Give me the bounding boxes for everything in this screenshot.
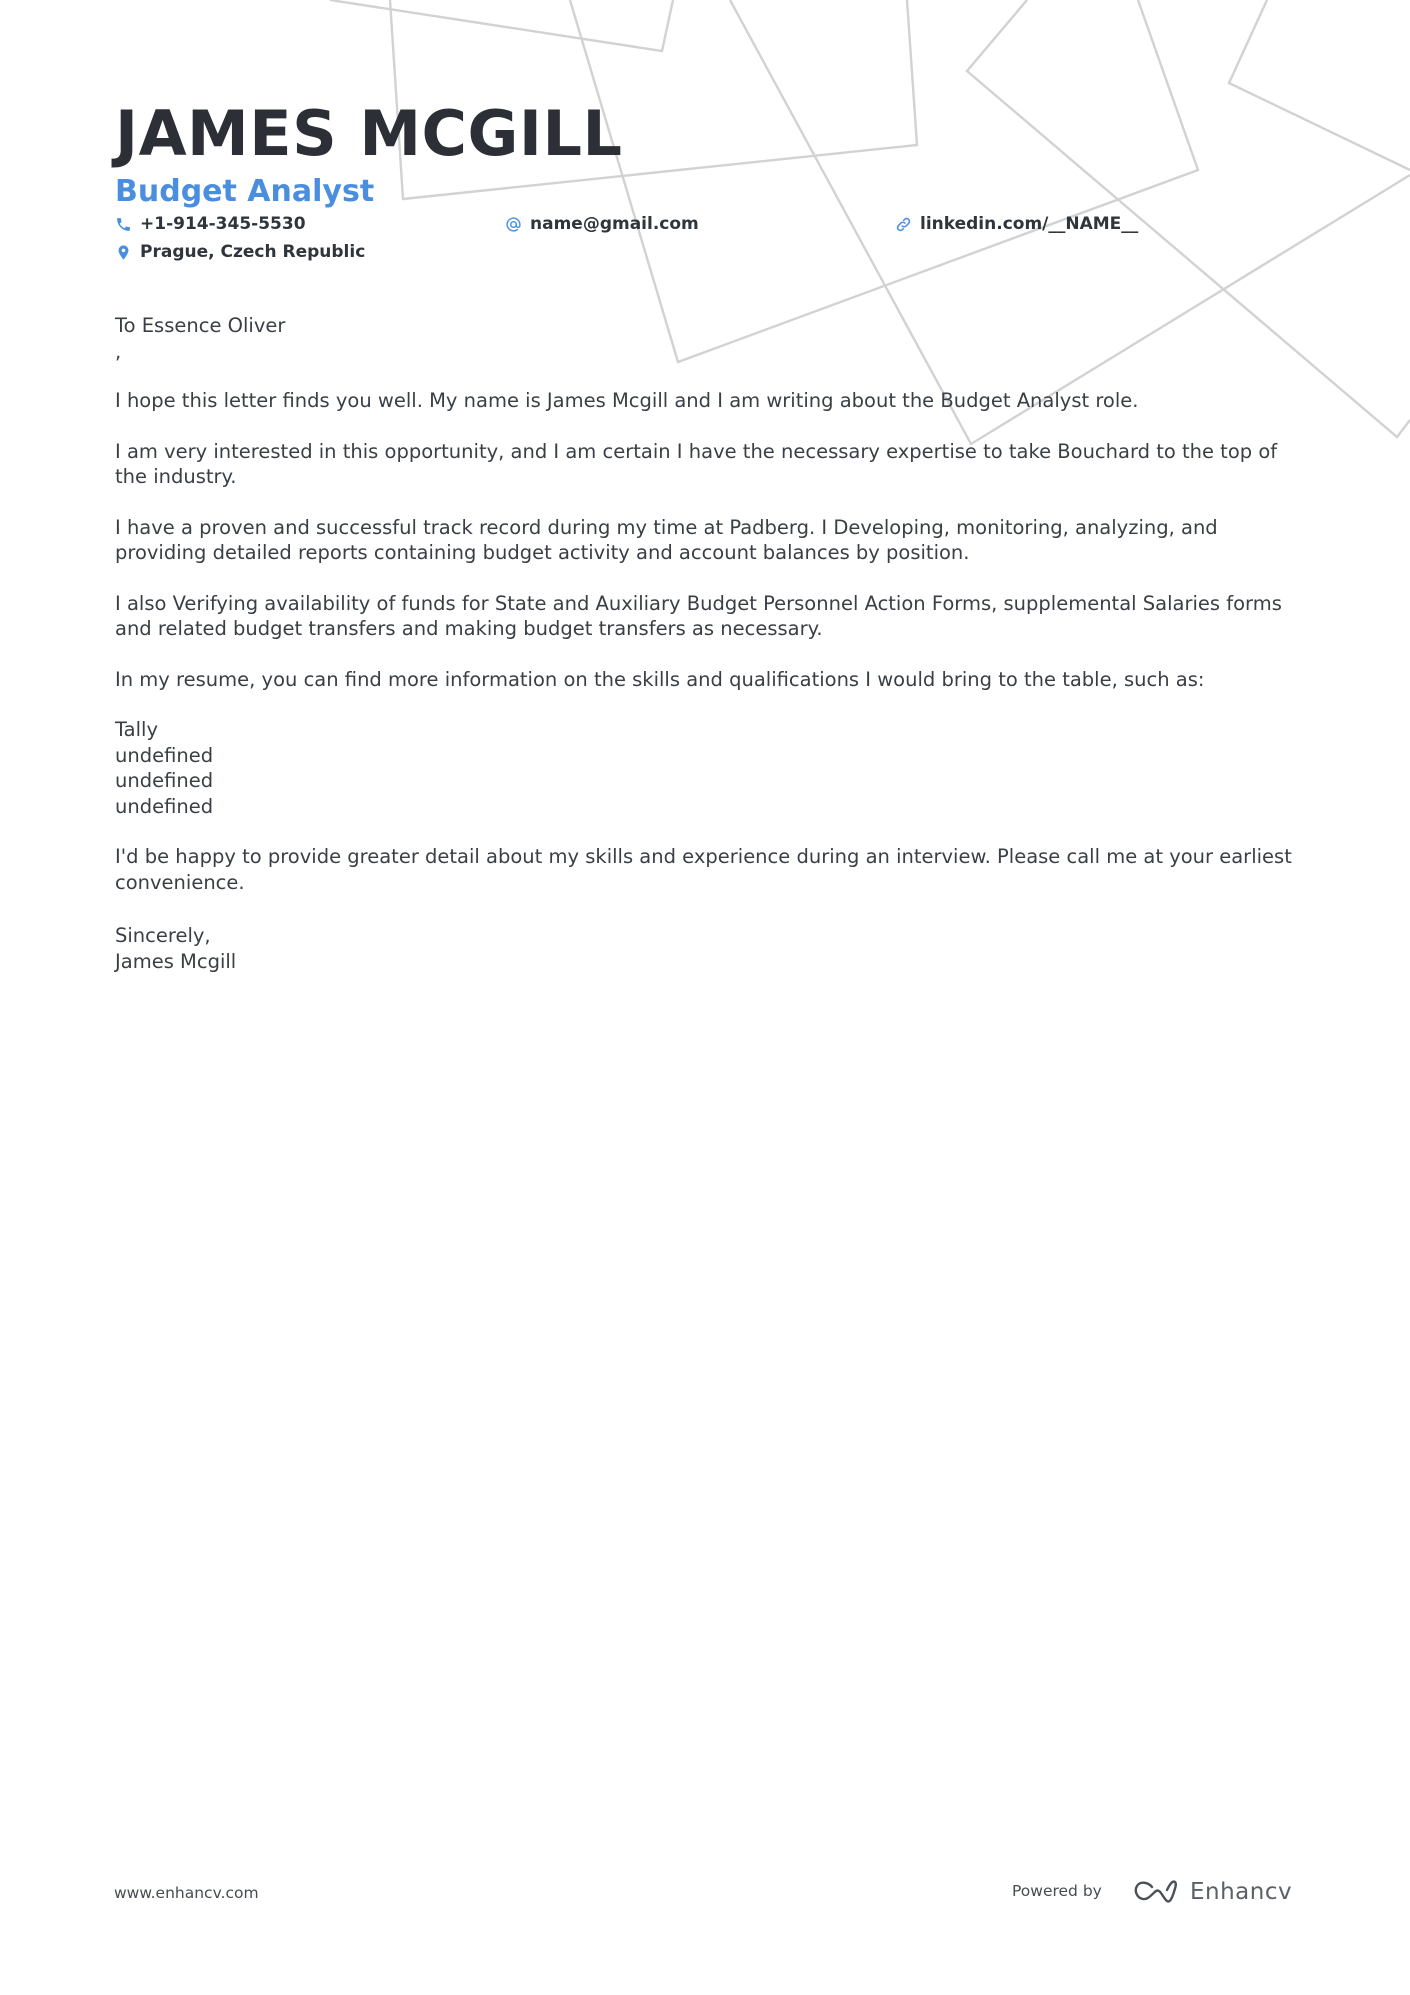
location-value: Prague, Czech Republic	[140, 242, 366, 262]
paragraph-verifying: I also Verifying availability of funds for State and Auxiliary Budget Personnel Action Forms, supplemental Salaries forms and related budget transfers and making budget transfers as necessary.	[115, 591, 1282, 640]
letter-body	[115, 313, 1305, 974]
link-icon	[895, 216, 912, 233]
contact-info	[115, 214, 1315, 274]
header	[115, 92, 1315, 212]
sign-off: Sincerely,	[115, 924, 211, 947]
footer-website-link[interactable]: www.enhancv.com	[114, 1884, 259, 1902]
paragraph-closing: I'd be happy to provide greater detail about my skills and experience during an interview. Please call me at your earliest convenience.	[115, 845, 1292, 894]
contact-location	[115, 242, 365, 262]
skill-item: undefined	[115, 769, 214, 792]
enhancv-brand[interactable]	[1132, 1878, 1292, 1906]
skill-item: undefined	[115, 794, 214, 818]
phone-value: +1-914-345-5530	[140, 214, 306, 234]
paragraph-interest: I am very interested in this opportunity, and I am certain I have the necessary expertise to take Bouchard to the top of the industry.	[115, 439, 1278, 488]
signature: James Mcgill	[115, 949, 237, 973]
location-pin-icon	[115, 244, 132, 261]
at-icon	[505, 216, 522, 233]
recipient-line: To Essence Oliver	[115, 314, 286, 337]
phone-icon	[115, 216, 132, 233]
powered-by-label: Powered by	[1012, 1882, 1102, 1900]
contact-linkedin[interactable]	[895, 214, 1138, 234]
contact-email[interactable]	[505, 214, 699, 234]
job-title: Budget Analyst	[115, 174, 375, 209]
skill-item: undefined	[115, 743, 214, 767]
enhancv-logo-icon	[1132, 1878, 1180, 1906]
skill-item: Tally	[115, 718, 159, 741]
brand-name: Enhancv	[1190, 1879, 1293, 1905]
skills-list	[115, 717, 1305, 819]
paragraph-intro: I hope this letter finds you well. My name is James Mcgill and I am writing about the Budget Analyst role.	[115, 389, 1139, 412]
paragraph-track-record: I have a proven and successful track record during my time at Padberg. I Developing, monitoring, analyzing, and providing detailed reports containing budget activity and account balances by position.	[115, 515, 1218, 564]
linkedin-value: linkedin.com/__NAME__	[920, 214, 1139, 234]
paragraph-resume: In my resume, you can find more information on the skills and qualifications I would bring to the table, such as:	[115, 667, 1205, 691]
recipient-punctuation: ,	[115, 339, 122, 363]
contact-phone[interactable]	[115, 214, 306, 234]
candidate-name: JAMES MCGILL	[115, 97, 623, 170]
email-value: name@gmail.com	[530, 214, 699, 234]
